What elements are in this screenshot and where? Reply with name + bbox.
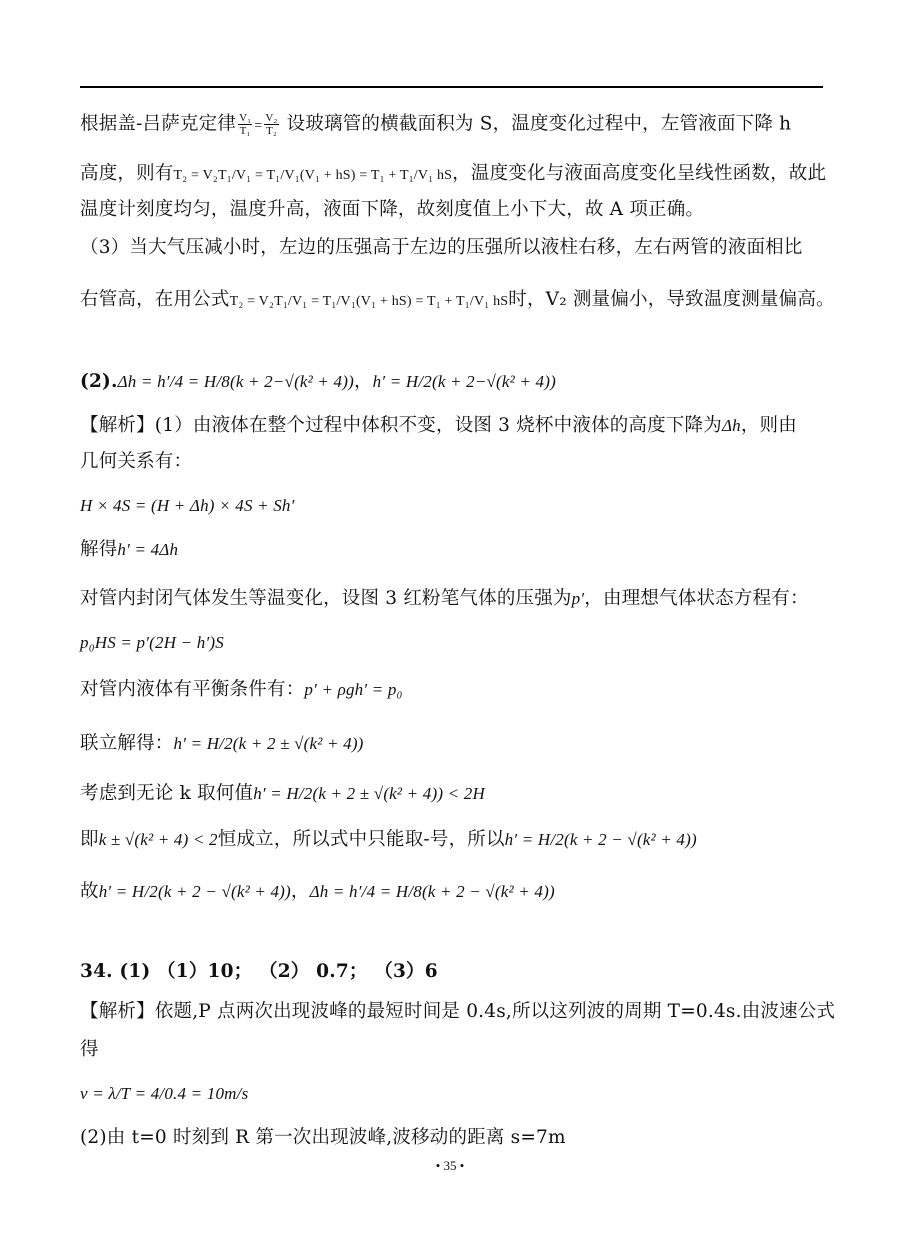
formula: h′ = H/2(k + 2 − √(k² + 4)) [504,830,697,849]
text: ，则由 [740,415,797,436]
text: 对管内液体有平衡条件有： [80,679,305,700]
text: 【解析】(1）由液体在整个过程中体积不变，设图 3 烧杯中液体的高度下降为 [80,415,722,436]
text-line [80,587,825,611]
page-number: • 35 • [435,1158,465,1173]
text: 解得 [80,539,118,560]
text-line [80,288,835,314]
text: ，温度变化与液面高度变化呈线性函数，故此 [452,163,827,184]
text-line [80,678,825,702]
formula: p′ [571,589,585,608]
header-rule [80,86,823,88]
text-line: 几何关系有： [80,451,193,472]
text: 联立解得： [80,733,174,754]
text-line [80,162,825,188]
text: 时，V₂ 测量偏小，导致温度测量偏高。 [508,289,835,310]
fraction: $\frac{\text{V₂}}{\text{T₂}}$ [265,112,278,137]
formula-line: p₀HS = p′(2H − h′)S [80,633,224,652]
text: 设玻璃管的横截面积为 S，温度变化过程中，左管液面下降 h [280,113,792,135]
text: 恒成立，所以式中只能取-号，所以 [217,829,505,850]
text: 对管内封闭气体发生等温变化，设图 3 红粉笔气体的压强为 [80,588,572,609]
text-line: (2).Δh = h′/4 = H/8(k + 2−√(k² + 4))，h′ = H/2(k + 2−√(k² + 4)) [80,371,556,392]
text-line: 根据盖-吕萨克定律 $\frac{\text{V₁}}{\text{T₁}}$ = $\frac{\text{V₂}}{\text{T₂}}$ 设玻璃管的横截面积为 S，温度变化过程中，左管液面下降 h [80,112,792,137]
text: 高度，则有 [80,163,174,184]
text-line: 得 [80,1039,99,1060]
answer-line: 34. (1) （1）10； （2） 0.7； （3）6 [80,961,438,982]
text-line [80,538,825,562]
formula: Δh = h′/4 = H/8(k + 2−√(k² + 4)) [117,372,354,391]
text-line: 【解析】依题,P 点两次出现波峰的最短时间是 0.4s,所以这列波的周期 T=0.4s.由波速公式 [80,1001,836,1022]
formula: h′ = H/2(k + 2 ± √(k² + 4)) < 2H [253,784,485,803]
formula: h′ = 4Δh [117,540,179,559]
formula: T₂ = V₂T₁/V₁ = T₁/V₁(V₁ + hS) = T₁ + T₁/V₁ hS [229,294,509,309]
fraction: $\frac{\text{V₁}}{\text{T₁}}$ [239,112,252,137]
formula: Δh = h′/4 = H/8(k + 2 − √(k² + 4)) [309,882,555,901]
text: 根据盖-吕萨克定律 [80,113,237,135]
formula-line: H × 4S = (H + Δh) × 4S + Sh′ [80,496,295,515]
formula-line: v = λ/T = 4/0.4 = 10m/s [80,1084,249,1103]
text-line: 故h′ = H/2(k + 2 − √(k² + 4))，Δh = h′/4 = H/8(k + 2 − √(k² + 4)) [80,881,555,902]
text: ，由理想气体状态方程有： [584,588,809,609]
text: 右管高，在用公式 [80,289,230,310]
text-line: (2)由 t=0 时刻到 R 第一次出现波峰,波移动的距离 s=7m [80,1127,566,1148]
text-line: （3）当大气压减小时，左边的压强高于左边的压强所以液柱右移，左右两管的液面相比 [80,237,803,258]
formula: h′ = H/2(k + 2−√(k² + 4)) [372,372,556,391]
text: 即 [80,829,99,850]
text: 考虑到无论 k 取何值 [80,783,254,804]
text-line [80,828,825,852]
formula: p′ + ρgh′ = p₀ [304,680,403,699]
text-line [80,732,825,756]
text-line: 温度计刻度均匀，温度升高，液面下降，故刻度值上小下大，故 A 项正确。 [80,199,705,220]
formula: T₂ = V₂T₁/V₁ = T₁/V₁(V₁ + hS) = T₁ + T₁/V₁ hS [173,168,453,183]
formula: Δh [721,416,741,435]
formula: k ± √(k² + 4) < 2 [98,830,218,849]
formula: h′ = H/2(k + 2 − √(k² + 4)) [98,882,291,901]
text-line [80,414,825,438]
section-label: (2). [80,371,118,392]
text-line [80,782,825,806]
text: 故 [80,881,99,902]
formula: h′ = H/2(k + 2 ± √(k² + 4)) [173,734,364,753]
